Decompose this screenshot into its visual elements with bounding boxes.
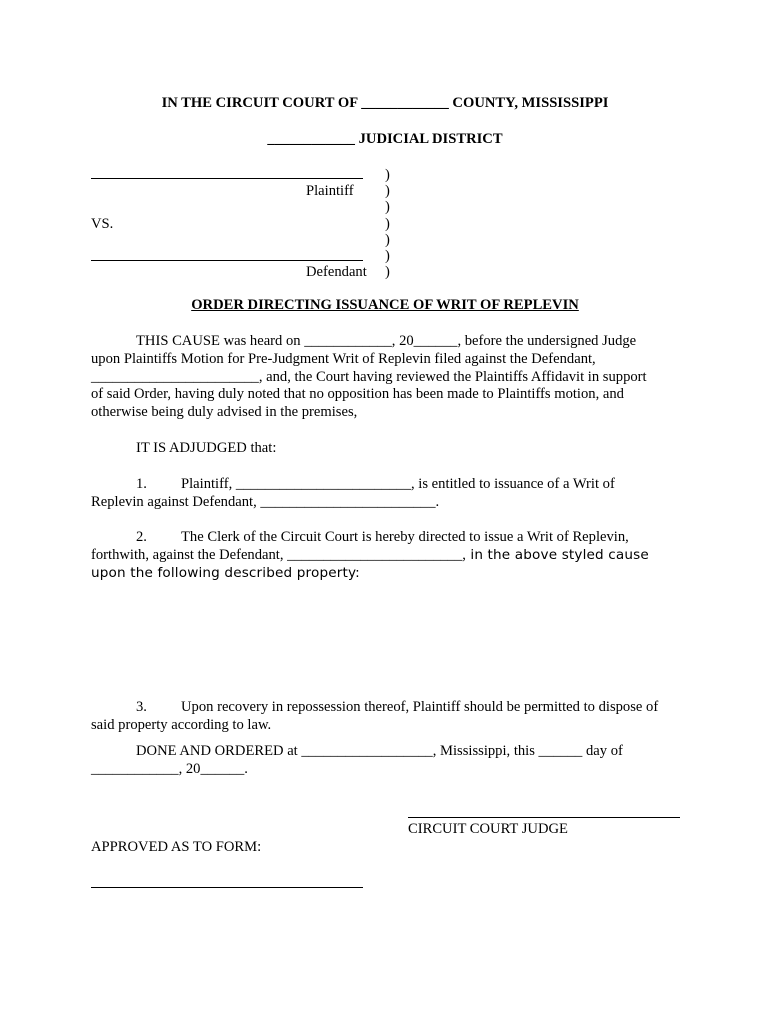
court-header: IN THE CIRCUIT COURT OF ____________ COUNTY, MISSISSIPPI xyxy=(161,95,609,111)
caption-paren: ) xyxy=(385,183,390,199)
caption-paren: ) xyxy=(385,248,390,264)
vs-label: VS. xyxy=(91,216,114,232)
item2-number: 2. xyxy=(136,529,147,545)
item3-number: 3. xyxy=(136,699,147,715)
item3-line: Upon recovery in repossession thereof, Plaintiff should be permitted to dispose of xyxy=(181,699,659,715)
item2-line-serif: forthwith, against the Defendant, ________________________, xyxy=(91,547,466,563)
judge-label: CIRCUIT COURT JUDGE xyxy=(408,821,568,837)
adjudged-heading: IT IS ADJUDGED that: xyxy=(136,440,277,456)
caption-paren: ) xyxy=(385,167,390,183)
district-header: ____________ JUDICIAL DISTRICT xyxy=(267,131,503,147)
caption-paren: ) xyxy=(385,232,390,248)
done-ordered-line: ____________, 20______. xyxy=(91,761,248,777)
intro-line: upon Plaintiffs Motion for Pre-Judgment Writ of Replevin filed against the Defendant, xyxy=(91,351,596,367)
item3-line: said property according to law. xyxy=(91,717,272,733)
item2-line-sans: upon the following described property: xyxy=(91,565,360,581)
defendant-name-line xyxy=(91,260,363,261)
caption-paren: ) xyxy=(385,216,390,232)
judge-signature-line xyxy=(408,817,680,818)
approved-label: APPROVED AS TO FORM: xyxy=(91,839,262,855)
item2-line xyxy=(91,547,649,564)
item2-line-sans: in the above styled cause xyxy=(465,547,649,563)
item1-line: Plaintiff, ________________________, is entitled to issuance of a Writ of xyxy=(181,476,615,492)
caption-paren: ) xyxy=(385,264,390,280)
plaintiff-label: Plaintiff xyxy=(306,183,354,199)
caption-paren: ) xyxy=(385,199,390,215)
intro-line: otherwise being duly advised in the premises, xyxy=(91,404,358,420)
intro-line: _______________________, and, the Court having reviewed the Plaintiffs Affidavit in support xyxy=(91,369,647,385)
plaintiff-name-line xyxy=(91,178,363,179)
item1-number: 1. xyxy=(136,476,147,492)
intro-line: of said Order, having duly noted that no opposition has been made to Plaintiffs motion, and xyxy=(91,386,624,402)
item2-line: The Clerk of the Circuit Court is hereby directed to issue a Writ of Replevin, xyxy=(181,529,629,545)
defendant-label: Defendant xyxy=(306,264,367,280)
document-title: ORDER DIRECTING ISSUANCE OF WRIT OF REPLEVIN xyxy=(191,297,579,313)
item1-line: Replevin against Defendant, ________________________. xyxy=(91,494,440,510)
intro-line: THIS CAUSE was heard on ____________, 20______, before the undersigned Judge xyxy=(136,333,637,349)
approval-signature-line xyxy=(91,887,363,888)
done-ordered-line: DONE AND ORDERED at __________________, Mississippi, this ______ day of xyxy=(136,743,623,759)
